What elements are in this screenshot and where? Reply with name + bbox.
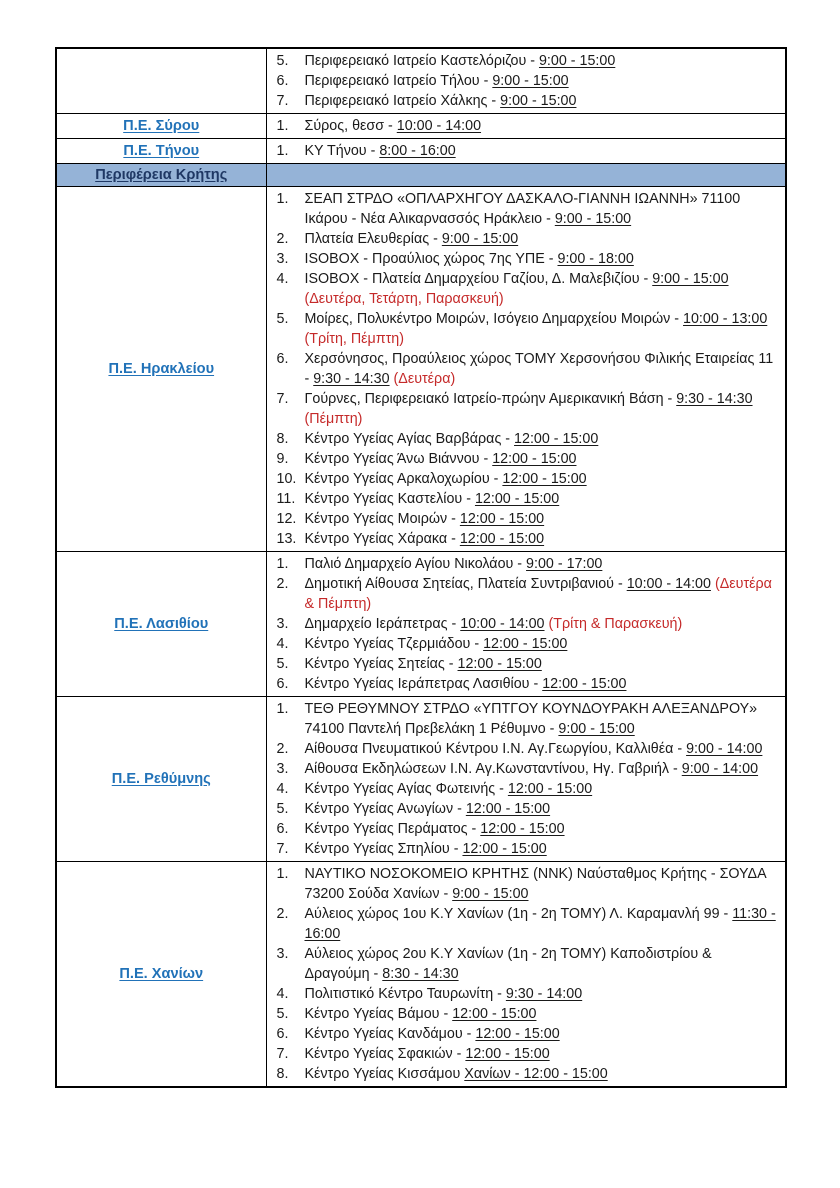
facility-table-body: [56, 48, 786, 1087]
items-cell: [266, 697, 786, 862]
item-number: 4.: [276, 986, 289, 1002]
item-text: Κέντρο Υγείας Σπηλίου - 12:00 - 15:00: [304, 841, 547, 857]
region-link[interactable]: Π.Ε. Ηρακλείου: [108, 361, 215, 377]
item-text: Αίθουσα Πνευματικού Κέντρου Ι.Ν. Αγ.Γεωργίου, Καλλιθέα - 9:00 - 14:00: [304, 741, 763, 757]
list-item: [277, 141, 780, 161]
list-item: [277, 269, 780, 309]
table-row: [56, 552, 786, 697]
items-cell: [266, 552, 786, 697]
list-item: [277, 554, 780, 574]
list-item: [277, 674, 780, 694]
list-item: [277, 91, 780, 111]
table-row: [56, 48, 786, 114]
items-cell: [266, 48, 786, 114]
item-number: 5.: [276, 311, 289, 327]
list-item: [277, 574, 780, 614]
item-text: Δημοτική Αίθουσα Σητείας, Πλατεία Συντριβανιού - 10:00 - 14:00 (Δευτέρα & Πέμπτη): [304, 576, 772, 612]
item-text: Κέντρο Υγείας Αρκαλοχωρίου - 12:00 - 15:00: [304, 471, 587, 487]
item-text: Κέντρο Υγείας Ανωγίων - 12:00 - 15:00: [304, 801, 551, 817]
item-number: 3.: [276, 946, 289, 962]
list-item: [277, 864, 780, 904]
item-number: 3.: [276, 761, 289, 777]
item-number: 1.: [276, 191, 289, 207]
item-number: 2.: [276, 576, 289, 592]
item-number: 1.: [276, 556, 289, 572]
list-item: [277, 309, 780, 349]
list-item: [277, 349, 780, 389]
item-text: ΝΑΥΤΙΚΟ ΝΟΣΟΚΟΜΕΙΟ ΚΡΗΤΗΣ (ΝΝΚ) Ναύσταθμος Κρήτης - ΣΟΥΔΑ 73200 Σούδα Χανίων - 9:00 - 15:00: [304, 866, 766, 902]
item-number: 5.: [276, 801, 289, 817]
item-number: 6.: [276, 1026, 289, 1042]
list-item: [277, 654, 780, 674]
list-item: [277, 229, 780, 249]
item-text: Αύλειος χώρος 2ου Κ.Υ Χανίων (1η - 2η ΤΟΜΥ) Καποδιστρίου & Δραγούμη - 8:30 - 14:30: [304, 946, 712, 982]
items-cell: [266, 114, 786, 139]
item-text: Περιφερειακό Ιατρείο Τήλου - 9:00 - 15:00: [304, 73, 569, 89]
item-text: Μοίρες, Πολυκέντρο Μοιρών, Ισόγειο Δημαρχείου Μοιρών - 10:00 - 13:00 (Τρίτη, Πέμπτη): [304, 311, 768, 347]
item-text: ΣΕΑΠ ΣΤΡΔΟ «ΟΠΛΑΡΧΗΓΟΥ ΔΑΣΚΑΛΟ-ΓΙΑΝΝΗ ΙΩΑΝΝΗ» 71100 Ικάρου - Νέα Αλικαρνασσός Ηράκλειο - 9:00 - 15:00: [304, 191, 741, 227]
item-number: 8.: [276, 1066, 289, 1082]
region-link[interactable]: Π.Ε. Χανίων: [119, 966, 204, 982]
table-row: [56, 187, 786, 552]
list-item: [277, 739, 780, 759]
list-item: [277, 699, 780, 739]
item-text: Κέντρο Υγείας Άνω Βιάννου - 12:00 - 15:00: [304, 451, 577, 467]
item-number: 1.: [276, 866, 289, 882]
item-text: ΤΕΘ ΡΕΘΥΜΝΟΥ ΣΤΡΔΟ «ΥΠΤΓΟΥ ΚΟΥΝΔΟΥΡΑΚΗ ΑΛΕΞΑΝΔΡΟΥ» 74100 Παντελή Πρεβελάκη 1 Ρέθυμνο - 9:00 - 15:00: [304, 701, 758, 737]
item-text: Παλιό Δημαρχείο Αγίου Νικολάου - 9:00 - 17:00: [304, 556, 603, 572]
item-number: 11.: [276, 491, 296, 507]
item-number: 6.: [276, 73, 289, 89]
item-number: 6.: [276, 821, 289, 837]
item-text: Χερσόνησος, Προαύλειος χώρος ΤΟΜΥ Χερσονήσου Φιλικής Εταιρείας 11 - 9:30 - 14:30 (Δευτέρα): [304, 351, 774, 387]
region-link[interactable]: Π.Ε. Λασιθίου: [114, 616, 209, 632]
list-item: [277, 449, 780, 469]
list-item: [277, 389, 780, 429]
list-item: [277, 469, 780, 489]
list-item: [277, 529, 780, 549]
region-cell: [56, 48, 266, 114]
item-text: Κέντρο Υγείας Σητείας - 12:00 - 15:00: [304, 656, 542, 672]
crete-header-empty-cell: [266, 164, 786, 187]
item-number: 7.: [276, 1046, 289, 1062]
item-text: Περιφερειακό Ιατρείο Χάλκης - 9:00 - 15:00: [304, 93, 577, 109]
list-item: [277, 944, 780, 984]
list-item: [277, 71, 780, 91]
list-item: [277, 189, 780, 229]
list-item: [277, 1004, 780, 1024]
item-text: Κέντρο Υγείας Κισσάμου Χανίων - 12:00 - 15:00: [304, 1066, 608, 1082]
item-number: 1.: [276, 701, 289, 717]
crete-header-label: Περιφέρεια Κρήτης: [95, 167, 228, 183]
item-text: Κέντρο Υγείας Μοιρών - 12:00 - 15:00: [304, 511, 545, 527]
list-item: [277, 984, 780, 1004]
items-cell: [266, 139, 786, 164]
item-text: Κέντρο Υγείας Αγίας Βαρβάρας - 12:00 - 15:00: [304, 431, 599, 447]
region-link[interactable]: Π.Ε. Σύρου: [123, 118, 200, 134]
item-number: 7.: [276, 93, 289, 109]
list-item: [277, 839, 780, 859]
list-item: [277, 116, 780, 136]
item-text: Γούρνες, Περιφερειακό Ιατρείο-πρώην Αμερικανική Βάση - 9:30 - 14:30 (Πέμπτη): [304, 391, 753, 427]
item-number: 5.: [276, 656, 289, 672]
item-text: Κέντρο Υγείας Σφακιών - 12:00 - 15:00: [304, 1046, 550, 1062]
item-number: 8.: [276, 431, 289, 447]
table-row: [56, 862, 786, 1088]
item-text: Αύλειος χώρος 1ου Κ.Υ Χανίων (1η - 2η ΤΟΜΥ) Λ. Καραμανλή 99 - 11:30 - 16:00: [304, 906, 776, 942]
item-text: Κέντρο Υγείας Κανδάμου - 12:00 - 15:00: [304, 1026, 560, 1042]
list-item: [277, 1064, 780, 1084]
facility-table: [55, 47, 787, 1088]
list-item: [277, 799, 780, 819]
item-number: 1.: [276, 143, 289, 159]
crete-header-cell: [56, 164, 266, 187]
region-cell: [56, 187, 266, 552]
item-text: Περιφερειακό Ιατρείο Καστελόριζου - 9:00 - 15:00: [304, 53, 616, 69]
list-item: [277, 509, 780, 529]
list-item: [277, 819, 780, 839]
list-item: [277, 779, 780, 799]
item-number: 4.: [276, 271, 289, 287]
item-text: Δημαρχείο Ιεράπετρας - 10:00 - 14:00 (Τρίτη & Παρασκευή): [304, 616, 683, 632]
item-text: Κέντρο Υγείας Βάμου - 12:00 - 15:00: [304, 1006, 537, 1022]
region-cell: [56, 114, 266, 139]
item-text: Πολιτιστικό Κέντρο Ταυρωνίτη - 9:30 - 14:00: [304, 986, 583, 1002]
item-text: ISOBOX - Προαύλιος χώρος 7ης ΥΠΕ - 9:00 - 18:00: [304, 251, 634, 267]
item-number: 9.: [276, 451, 289, 467]
item-text: Σύρος, θεσσ - 10:00 - 14:00: [304, 118, 482, 134]
item-text: Πλατεία Ελευθερίας - 9:00 - 15:00: [304, 231, 519, 247]
item-text: Κέντρο Υγείας Ιεράπετρας Λασιθίου - 12:00 - 15:00: [304, 676, 627, 692]
list-item: [277, 904, 780, 944]
table-row: [56, 139, 786, 164]
region-cell: [56, 697, 266, 862]
list-item: [277, 249, 780, 269]
item-number: 7.: [276, 391, 289, 407]
table-row: [56, 114, 786, 139]
item-number: 3.: [276, 251, 289, 267]
crete-header-row: [56, 164, 786, 187]
item-text: Κέντρο Υγείας Περάματος - 12:00 - 15:00: [304, 821, 565, 837]
item-number: 6.: [276, 676, 289, 692]
item-text: Κέντρο Υγείας Χάρακα - 12:00 - 15:00: [304, 531, 545, 547]
item-number: 13.: [276, 531, 297, 547]
list-item: [277, 1044, 780, 1064]
item-text: Αίθουσα Εκδηλώσεων Ι.Ν. Αγ.Κωνσταντίνου, Ηγ. Γαβριήλ - 9:00 - 14:00: [304, 761, 759, 777]
region-cell: [56, 862, 266, 1088]
item-text: Κέντρο Υγείας Αγίας Φωτεινής - 12:00 - 15:00: [304, 781, 593, 797]
item-text: Κέντρο Υγείας Τζερμιάδου - 12:00 - 15:00: [304, 636, 568, 652]
list-item: [277, 1024, 780, 1044]
item-text: ΚΥ Τήνου - 8:00 - 16:00: [304, 143, 456, 159]
item-number: 10.: [276, 471, 297, 487]
item-number: 5.: [276, 53, 289, 69]
items-cell: [266, 862, 786, 1088]
list-item: [277, 429, 780, 449]
table-row: [56, 697, 786, 862]
item-number: 2.: [276, 231, 289, 247]
item-number: 3.: [276, 616, 289, 632]
item-number: 5.: [276, 1006, 289, 1022]
region-link[interactable]: Π.Ε. Ρεθύμνης: [111, 771, 211, 787]
item-number: 4.: [276, 636, 289, 652]
list-item: [277, 634, 780, 654]
item-text: ISOBOX - Πλατεία Δημαρχείου Γαζίου, Δ. Μαλεβιζίου - 9:00 - 15:00 (Δευτέρα, Τετάρτη, Παρασκευή): [304, 271, 729, 307]
item-number: 2.: [276, 906, 289, 922]
items-cell: [266, 187, 786, 552]
list-item: [277, 489, 780, 509]
item-number: 4.: [276, 781, 289, 797]
item-number: 7.: [276, 841, 289, 857]
list-item: [277, 759, 780, 779]
list-item: [277, 614, 780, 634]
item-text: Κέντρο Υγείας Καστελίου - 12:00 - 15:00: [304, 491, 560, 507]
item-number: 12.: [276, 511, 297, 527]
facility-table-container: [55, 47, 785, 1088]
region-cell: [56, 139, 266, 164]
region-cell: [56, 552, 266, 697]
item-number: 2.: [276, 741, 289, 757]
list-item: [277, 51, 780, 71]
region-link[interactable]: Π.Ε. Τήνου: [123, 143, 200, 159]
item-number: 6.: [276, 351, 289, 367]
item-number: 1.: [276, 118, 289, 134]
